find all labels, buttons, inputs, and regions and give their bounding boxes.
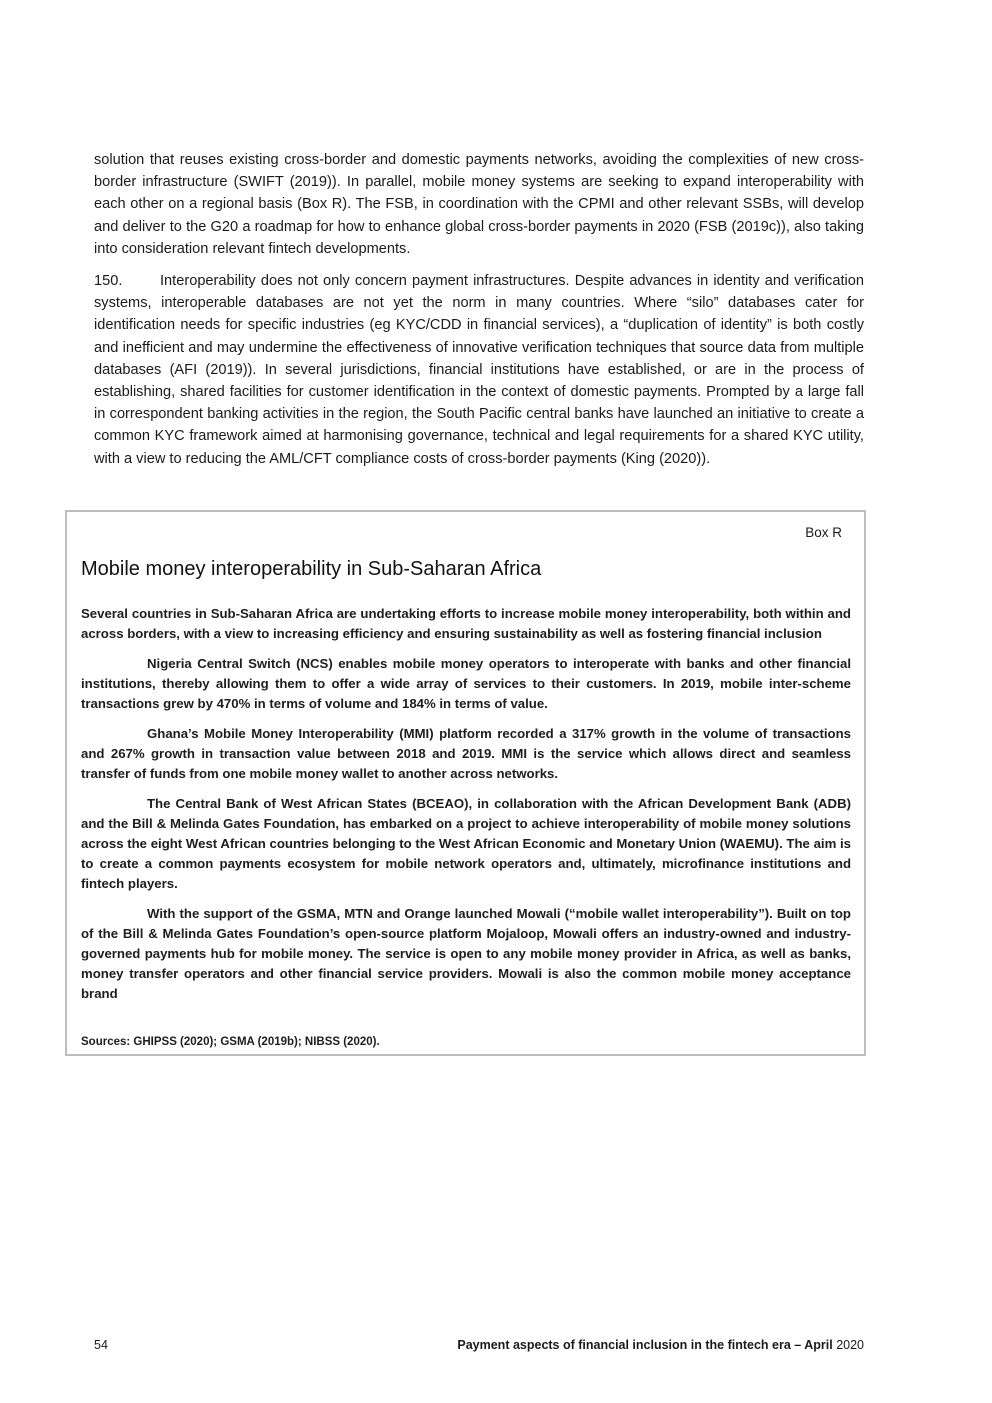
footer-year: 2020 [836, 1338, 864, 1352]
box-r [65, 510, 866, 1056]
box-sources: Sources: GHIPSS (2020); GSMA (2019b); NIBSS (2020). [81, 1036, 380, 1048]
box-label: Box R [805, 525, 842, 540]
box-title: Mobile money interoperability in Sub-Saharan Africa [81, 558, 542, 580]
paragraph-number: 150. [94, 273, 123, 289]
box-body [81, 604, 851, 1014]
box-paragraph-bceao: The Central Bank of West African States (BCEAO), in collaboration with the African Development Bank (ADB) and the Bill & Melinda Gates Foundation, has embarked on a project to achieve interoperability of mobile money solutions across the eight West African countries belonging to the West African Economic and Monetary Union (WAEMU). The aim is to create a common payments ecosystem for mobile network operators and, ultimately, microfinance institutions and fintech players. [81, 796, 851, 891]
body-paragraph-149: solution that reuses existing cross-border and domestic payments networks, avoiding the complexities of new cross-border infrastructure (SWIFT (2019)). In parallel, mobile money systems are seeking to expand interoperability with each other on a regional basis (Box R). The FSB, in coordination with the CPMI and other relevant SSBs, will develop and deliver to the G20 a roadmap for how to enhance global cross-border payments in 2020 (FSB (2019c)), also taking into consideration relevant fintech developments. [94, 152, 864, 257]
box-paragraph-mowali: With the support of the GSMA, MTN and Orange launched Mowali (“mobile wallet interoperability”). Built on top of the Bill & Melinda Gates Foundation’s open-source platform Mojaloop, Mowali offers an industry-owned and industry-governed payments hub for mobile money. The service is open to any mobile money provider in Africa, as well as banks, money transfer operators and other financial service providers. Mowali is also the common mobile money acceptance brand [81, 906, 851, 1001]
page-number: 54 [94, 1338, 108, 1352]
footer-title [457, 1338, 864, 1352]
box-paragraph-nigeria: Nigeria Central Switch (NCS) enables mobile money operators to interoperate with banks and other financial institutions, thereby allowing them to offer a wide array of services to their customers. In 2019, mobile inter-scheme transactions grew by 470% in terms of volume and 184% in terms of value. [81, 656, 851, 711]
footer-title-text: Payment aspects of financial inclusion in the fintech era – April [457, 1338, 833, 1352]
box-intro: Several countries in Sub-Saharan Africa are undertaking efforts to increase mobile money interoperability, both within and across borders, with a view to increasing efficiency and ensuring sustainability as well as fostering financial inclusion [81, 606, 851, 641]
box-paragraph-ghana: Ghana’s Mobile Money Interoperability (MMI) platform recorded a 317% growth in the volume of transactions and 267% growth in transaction value between 2018 and 2019. MMI is the service which allows direct and seamless transfer of funds from one mobile money wallet to another across networks. [81, 726, 851, 781]
body-paragraph-150 [94, 270, 864, 470]
paragraph-text: Interoperability does not only concern payment infrastructures. Despite advances in identity and verification systems, interoperable databases are not yet the norm in many countries. Where “silo” databases cater for identification needs for specific industries (eg KYC/CDD in financial services), a “duplication of identity” is both costly and inefficient and may undermine the effectiveness of innovative verification techniques that source data from multiple databases (AFI (2019)). In several jurisdictions, financial institutions have established, or are in the process of establishing, shared facilities for customer identification in the context of domestic payments. Prompted by a large fall in correspondent banking activities in the region, the South Pacific central banks have launched an initiative to create a common KYC framework aimed at harmonising governance, technical and legal requirements for a shared KYC utility, with a view to reducing the AML/CFT compliance costs of cross-border payments (King (2020)). [94, 273, 864, 467]
